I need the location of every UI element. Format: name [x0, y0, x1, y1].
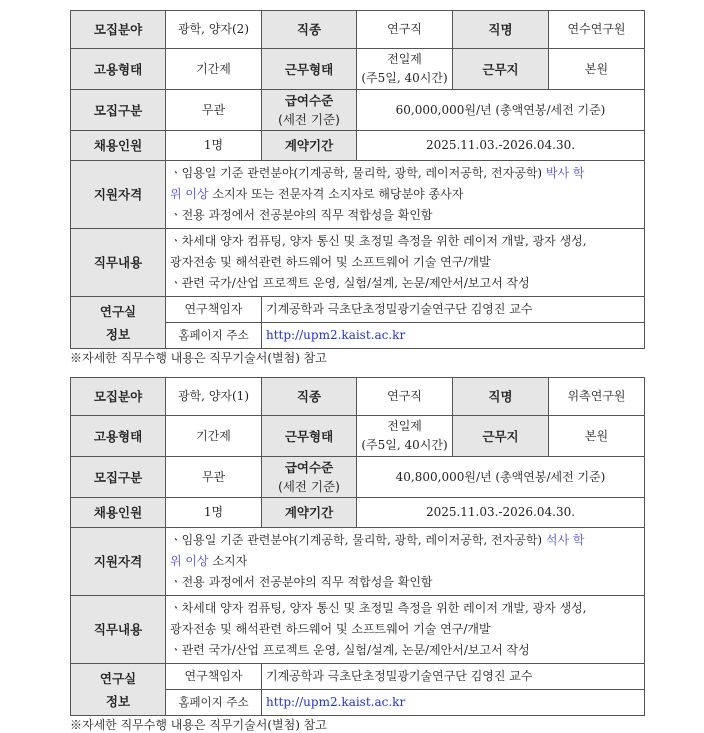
duty-line-1: ㆍ차세대 양자 컴퓨팅, 양자 통신 및 초정밀 측정을 위한 레이저 개발, 광자 생성,	[170, 601, 587, 615]
workplace-label: 근무지	[453, 416, 549, 457]
employment-type-label: 고용형태	[71, 49, 166, 90]
lab-info-label-2: 정보	[105, 326, 131, 342]
pi-label: 연구책임자	[166, 297, 262, 323]
contract-period-label: 계약기간	[262, 498, 357, 528]
homepage-label: 홈페이지 주소	[166, 323, 262, 349]
headcount-value: 1명	[166, 498, 262, 528]
position-label: 직명	[453, 378, 549, 416]
recruit-category-value: 무관	[166, 457, 262, 498]
pi-label: 연구책임자	[166, 664, 262, 690]
lab-info-label-1: 연구실	[99, 303, 137, 319]
work-type-line-2: (주5일, 40시간)	[361, 71, 448, 85]
degree-highlight-cont: 위 이상	[170, 554, 209, 568]
reference-note: ※자세한 직무수행 내용은 직무기술서(별첨) 참고	[70, 351, 327, 365]
qualification-line-3: ㆍ전용 과정에서 전공분야의 직무 적합성을 확인함	[170, 208, 433, 222]
position-value: 연수연구원	[549, 11, 645, 49]
field-label: 모집분야	[71, 11, 166, 49]
position-value: 위촉연구원	[549, 378, 645, 416]
lab-info-label-2: 정보	[105, 693, 131, 709]
qualification-line-2	[170, 184, 640, 205]
duties-value	[166, 596, 645, 664]
qualification-line-2	[170, 551, 640, 572]
lab-info-label	[71, 664, 166, 716]
duty-line-3: ㆍ관련 국가/산업 프로젝트 운영, 실험/설계, 논문/제안서/보고서 작성	[170, 276, 530, 290]
work-type-value	[357, 416, 453, 457]
employment-type-value: 기간제	[166, 49, 262, 90]
salary-label-main: 급여수준	[284, 93, 334, 108]
qualification-label: 지원자격	[71, 528, 166, 596]
duties-value	[166, 229, 645, 297]
work-type-line-2: (주5일, 40시간)	[361, 438, 448, 452]
pi-value: 기계공학과 극초단초정밀광기술연구단 김영진 교수	[262, 297, 645, 323]
salary-label-sub: (세전 기준)	[277, 479, 341, 494]
job-type-label: 직종	[262, 378, 357, 416]
workplace-label: 근무지	[453, 49, 549, 90]
field-value: 광학, 양자(2)	[166, 11, 262, 49]
qualification-line-1	[170, 163, 640, 184]
position-label: 직명	[453, 11, 549, 49]
qualification-label: 지원자격	[71, 161, 166, 229]
homepage-link[interactable]: http://upm2.kaist.ac.kr	[266, 328, 406, 342]
work-type-value	[357, 49, 453, 90]
degree-highlight: 박사 학	[545, 166, 585, 180]
qualification-line-1	[170, 530, 640, 551]
lab-info-label	[71, 297, 166, 349]
employment-type-label: 고용형태	[71, 416, 166, 457]
job-posting-table	[70, 10, 645, 349]
duty-line-3: ㆍ관련 국가/산업 프로젝트 운영, 실험/설계, 논문/제안서/보고서 작성	[170, 643, 530, 657]
recruit-category-label: 모집구분	[71, 90, 166, 131]
qualification-text-cont: 소지자	[208, 554, 248, 568]
salary-label-sub: (세전 기준)	[277, 112, 341, 127]
recruit-category-value: 무관	[166, 90, 262, 131]
reference-note: ※자세한 직무수행 내용은 직무기술서(별첨) 참고	[70, 718, 327, 732]
headcount-label: 채용인원	[71, 131, 166, 161]
salary-label	[262, 457, 357, 498]
qualification-line-3: ㆍ전용 과정에서 전공분야의 직무 적합성을 확인함	[170, 575, 433, 589]
qualification-value	[166, 161, 645, 229]
headcount-value: 1명	[166, 131, 262, 161]
duty-line-1: ㆍ차세대 양자 컴퓨팅, 양자 통신 및 초정밀 측정을 위한 레이저 개발, 광자 생성,	[170, 234, 587, 248]
work-type-line-1: 전일제	[387, 52, 422, 66]
qualification-text: ㆍ임용일 기준 관련분야(기계공학, 물리학, 광학, 레이저공학, 전자공학)	[170, 533, 546, 547]
salary-label	[262, 90, 357, 131]
qualification-text-cont: 소지자 또는 전문자격 소지자로 해당분야 종사자	[208, 187, 464, 201]
field-value: 광학, 양자(1)	[166, 378, 262, 416]
salary-value: 40,800,000원/년 (총액연봉/세전 기준)	[357, 457, 645, 498]
homepage-link[interactable]: http://upm2.kaist.ac.kr	[266, 695, 406, 709]
contract-period-value: 2025.11.03.-2026.04.30.	[357, 131, 645, 161]
work-type-line-1: 전일제	[387, 419, 422, 433]
posting-postdoc	[70, 10, 644, 366]
job-type-value: 연구직	[357, 11, 453, 49]
degree-highlight: 석사 학	[545, 533, 585, 547]
pi-value: 기계공학과 극초단초정밀광기술연구단 김영진 교수	[262, 664, 645, 690]
homepage-value	[262, 323, 645, 349]
field-label: 모집분야	[71, 378, 166, 416]
employment-type-value: 기간제	[166, 416, 262, 457]
duties-label: 직무내용	[71, 229, 166, 297]
job-type-value: 연구직	[357, 378, 453, 416]
salary-value: 60,000,000원/년 (총액연봉/세전 기준)	[357, 90, 645, 131]
lab-info-label-1: 연구실	[99, 670, 137, 686]
posting-researcher	[70, 377, 644, 733]
recruit-category-label: 모집구분	[71, 457, 166, 498]
duty-line-2: 광자전송 및 해석관련 하드웨어 및 소프트웨어 기술 연구/개발	[170, 622, 491, 636]
job-posting-table	[70, 377, 645, 716]
duty-line-2: 광자전송 및 해석관련 하드웨어 및 소프트웨어 기술 연구/개발	[170, 255, 491, 269]
degree-highlight-cont: 위 이상	[170, 187, 209, 201]
job-type-label: 직종	[262, 11, 357, 49]
work-type-label: 근무형태	[262, 416, 357, 457]
contract-period-value: 2025.11.03.-2026.04.30.	[357, 498, 645, 528]
work-type-label: 근무형태	[262, 49, 357, 90]
qualification-value	[166, 528, 645, 596]
headcount-label: 채용인원	[71, 498, 166, 528]
homepage-label: 홈페이지 주소	[166, 690, 262, 716]
qualification-text: ㆍ임용일 기준 관련분야(기계공학, 물리학, 광학, 레이저공학, 전자공학)	[170, 166, 546, 180]
salary-label-main: 급여수준	[284, 460, 334, 475]
workplace-value: 본원	[549, 49, 645, 90]
duties-label: 직무내용	[71, 596, 166, 664]
contract-period-label: 계약기간	[262, 131, 357, 161]
homepage-value	[262, 690, 645, 716]
workplace-value: 본원	[549, 416, 645, 457]
